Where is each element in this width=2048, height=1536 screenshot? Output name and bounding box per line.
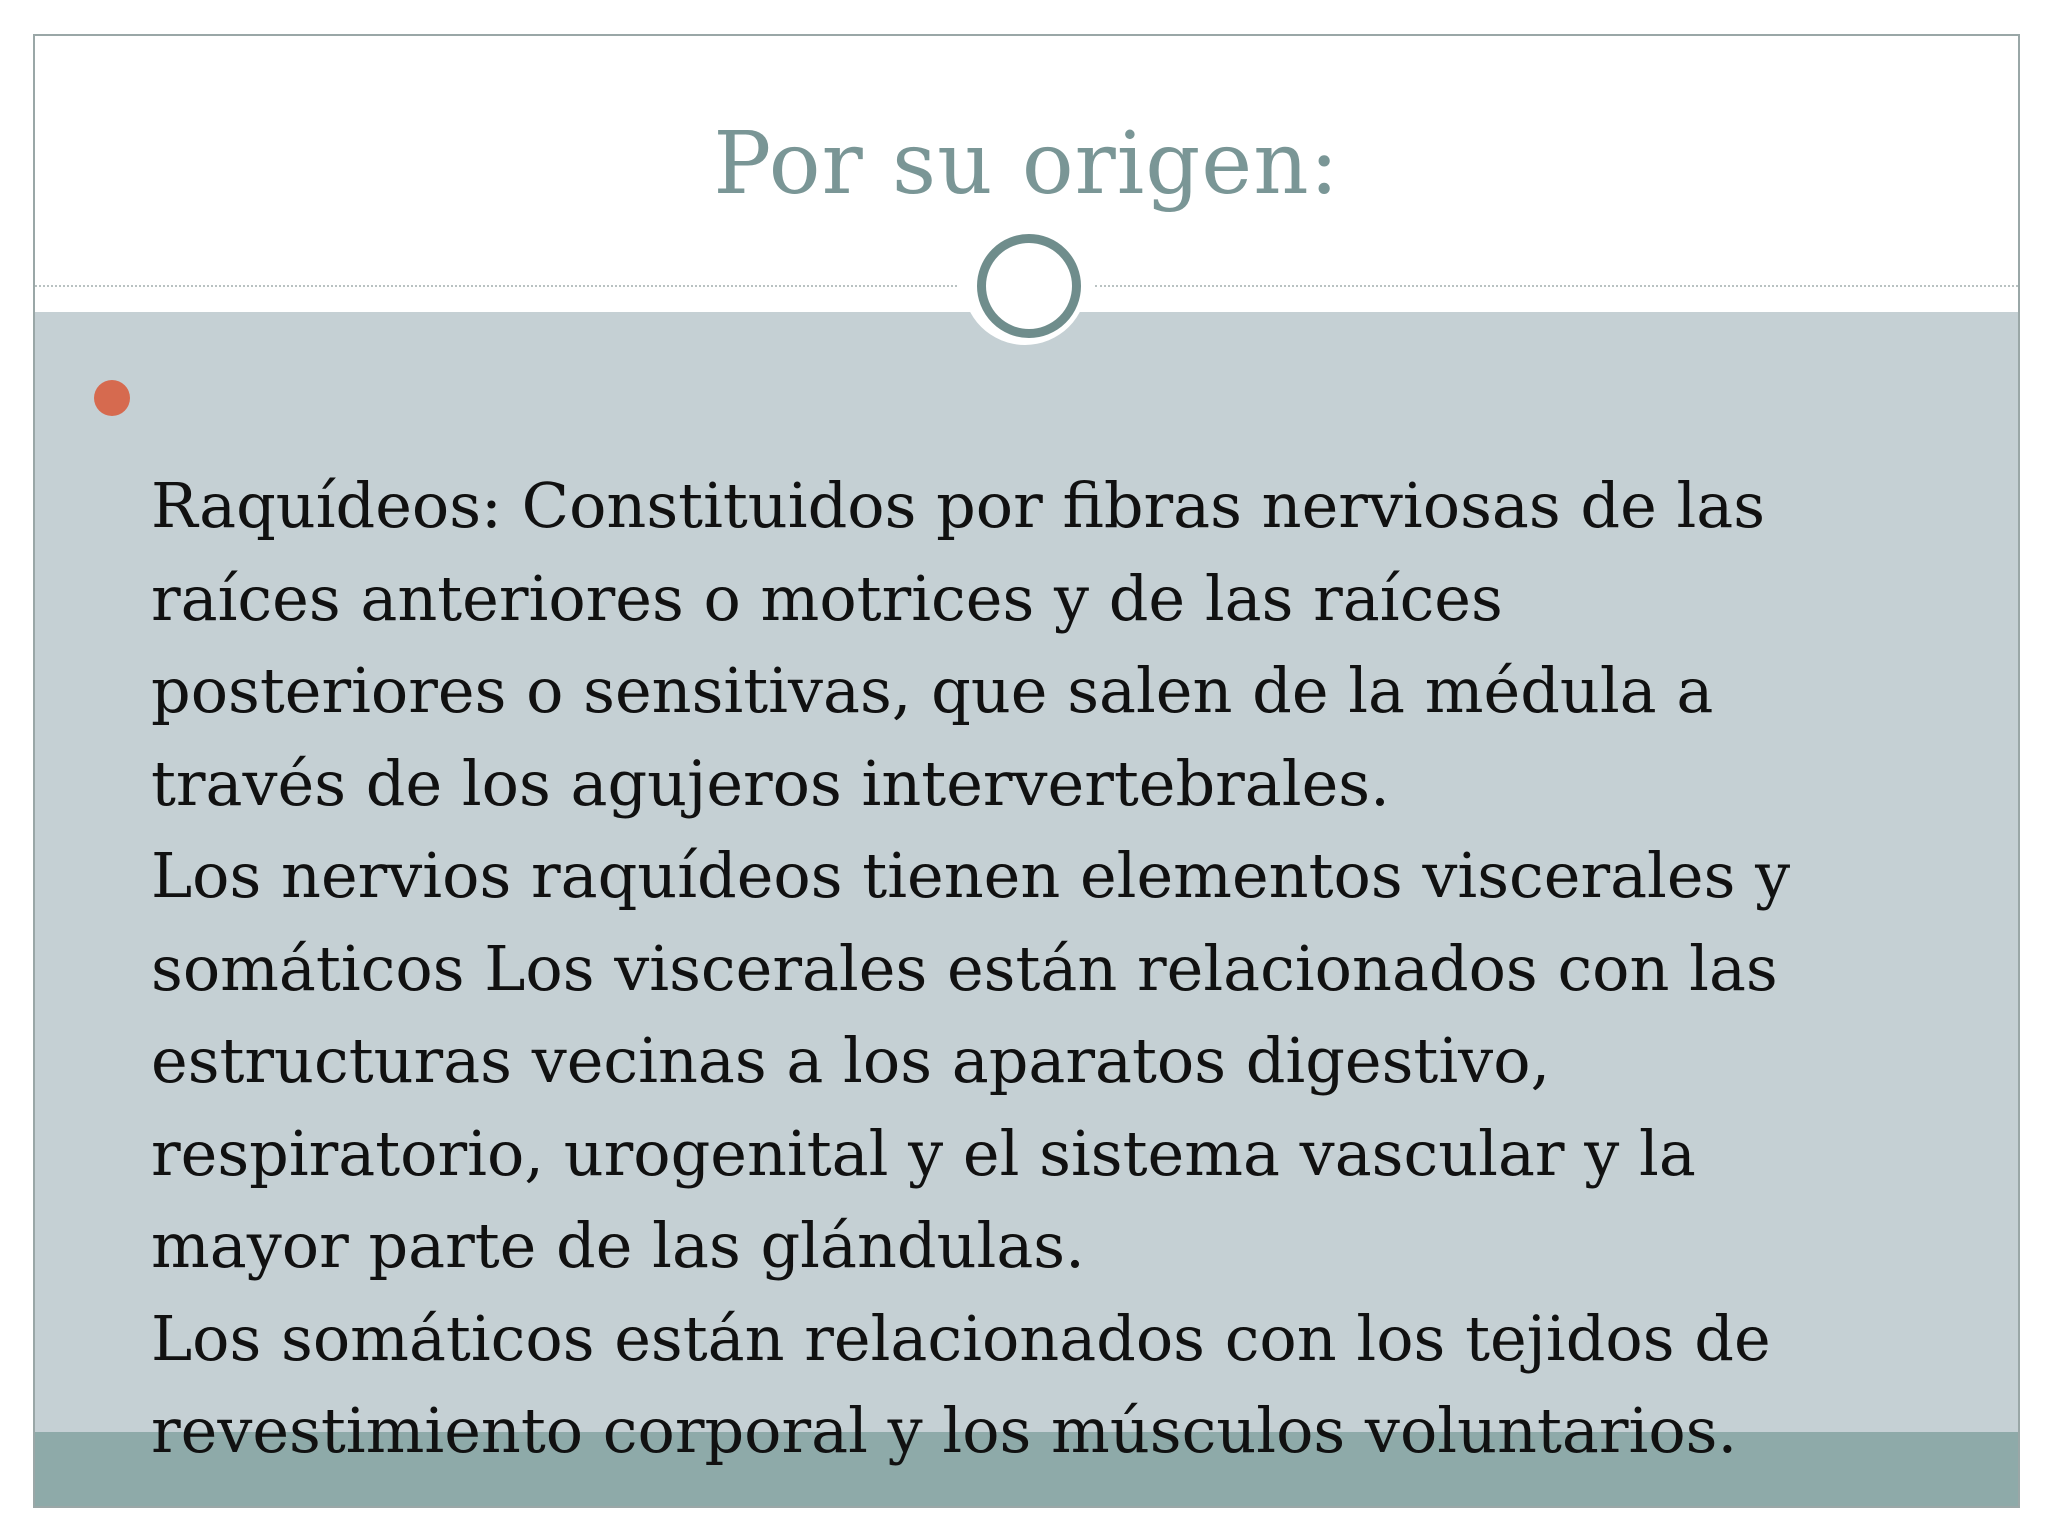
slide <box>33 34 2020 1508</box>
body-line: través de los agujeros intervertebrales. <box>151 746 1390 820</box>
title-divider-right <box>1095 285 2018 287</box>
body-line: somáticos Los viscerales están relacionados con las <box>151 931 1778 1005</box>
slide-title: Por su origen: <box>713 114 1340 214</box>
body-line: estructuras vecinas a los aparatos digestivo, <box>151 1024 1551 1097</box>
body-line: respiratorio, urogenital y el sistema vascular y la <box>151 1116 1696 1190</box>
body-line: posteriores o sensitivas, que salen de la médula a <box>151 654 1714 727</box>
body-text <box>151 460 1991 1478</box>
body-line: revestimiento corporal y los músculos voluntarios. <box>151 1394 1738 1467</box>
body-line: mayor parte de las glándulas. <box>151 1209 1085 1282</box>
title-divider-left <box>35 285 957 287</box>
body-line: Los nervios raquídeos tienen elementos viscerales y <box>151 839 1791 912</box>
body-line: Los somáticos están relacionados con los tejidos de <box>151 1301 1771 1375</box>
body-line: Raquídeos: Constituidos por fibras nerviosas de las <box>151 469 1766 542</box>
ring-ornament-icon <box>977 234 1081 338</box>
body-line: raíces anteriores o motrices y de las raíces <box>151 561 1503 635</box>
bullet-icon <box>94 380 130 416</box>
